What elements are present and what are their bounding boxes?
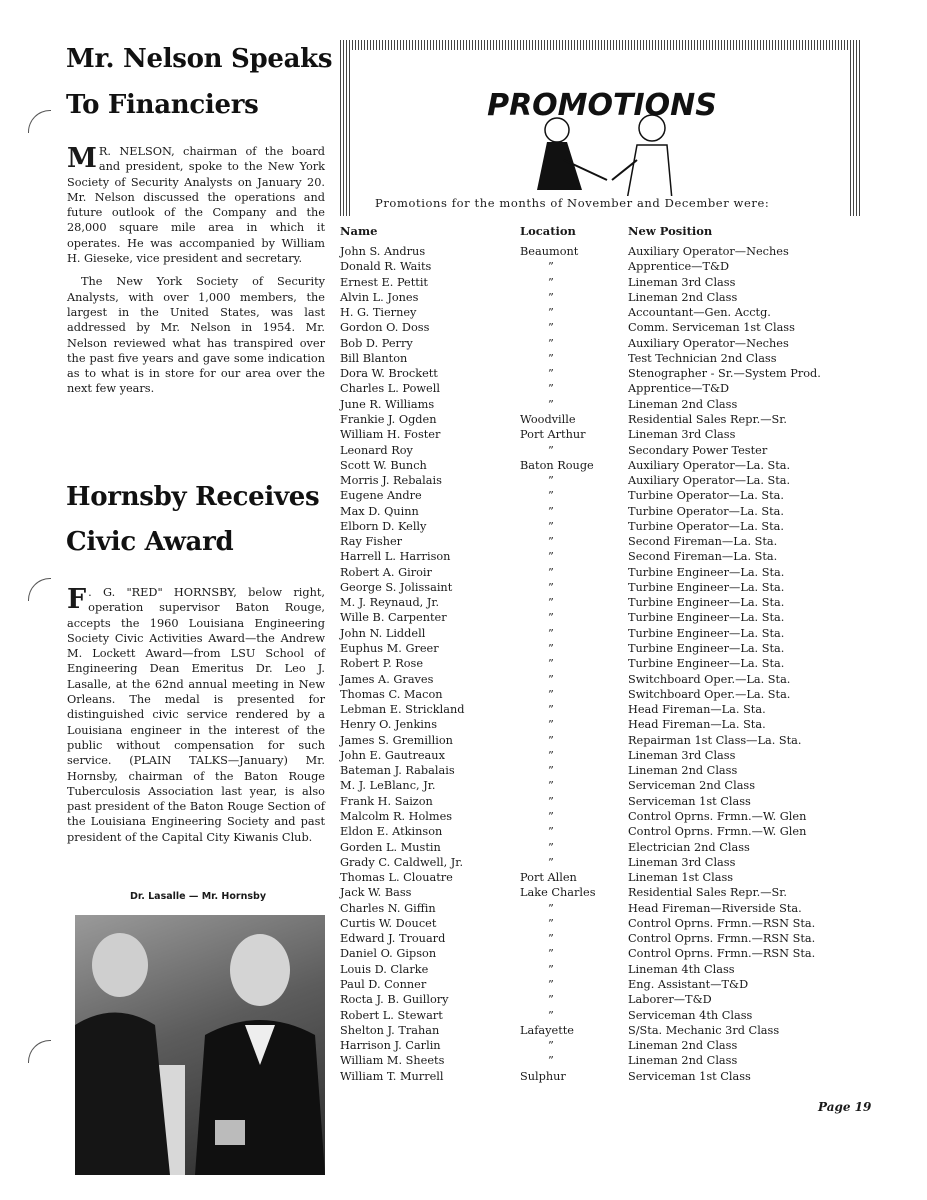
employee-name: Henry O. Jenkins bbox=[340, 718, 437, 732]
location: ” bbox=[548, 901, 554, 915]
employee-name: Charles N. Giffin bbox=[340, 901, 436, 915]
new-position: Switchboard Oper.—La. Sta. bbox=[628, 687, 791, 701]
employee-name: Thomas L. Clouatre bbox=[340, 871, 453, 885]
new-position: S/Sta. Mechanic 3rd Class bbox=[628, 1023, 780, 1037]
employee-name: Eldon E. Atkinson bbox=[340, 825, 443, 839]
location: ” bbox=[548, 809, 554, 823]
new-position: Turbine Engineer—La. Sta. bbox=[628, 657, 785, 671]
article-title: Hornsby Receives bbox=[66, 482, 320, 512]
photo-caption: Dr. Lasalle — Mr. Hornsby bbox=[130, 891, 267, 902]
new-position: Comm. Serviceman 1st Class bbox=[628, 321, 795, 335]
employee-name: Euphus M. Greer bbox=[340, 642, 439, 656]
new-position: Auxiliary Operator—Neches bbox=[628, 336, 789, 350]
location: ” bbox=[548, 840, 554, 854]
paragraph: . G. "RED" HORNSBY, below right, operation supervisor Baton Rouge, accepts the 1960 Louisiana Engineering Society Civic Activities Award—the Andrew M. Lockett Award—from LSU School of Engineering Dean Emeritus Dr. Leo J. Lasalle, at the 62nd annual meeting in New Orleans. The medal is presented for distinguished civic service rendered by a Louisiana engineer in the interest of the public without compensation for such service. (PLAIN TALKS—January) Mr. Hornsby, chairman of the Baton Rouge Tuberculosis Association last year, is also past president of the Baton Rouge Section of the Louisiana Engineering Society and past president of the Capital City Kiwanis Club. bbox=[67, 586, 325, 844]
location: Lafayette bbox=[520, 1023, 574, 1037]
article-title: Civic Award bbox=[66, 527, 234, 557]
new-position: Head Fireman—La. Sta. bbox=[628, 703, 766, 717]
location: ” bbox=[548, 275, 554, 289]
location: Woodville bbox=[520, 412, 576, 426]
new-position: Eng. Assistant—T&D bbox=[628, 977, 749, 991]
location: ” bbox=[548, 367, 554, 381]
new-position: Turbine Operator—La. Sta. bbox=[628, 504, 784, 518]
location: ” bbox=[548, 733, 554, 747]
location: Lake Charles bbox=[520, 886, 596, 900]
new-position: Turbine Engineer—La. Sta. bbox=[628, 626, 785, 640]
location: ” bbox=[548, 596, 554, 610]
employee-name: Shelton J. Trahan bbox=[340, 1023, 440, 1037]
location: ” bbox=[548, 1054, 554, 1068]
article-body bbox=[67, 585, 325, 853]
new-position: Turbine Operator—La. Sta. bbox=[628, 489, 784, 503]
binder-hole bbox=[28, 578, 51, 601]
new-position: Control Oprns. Frmn.—RSN Sta. bbox=[628, 947, 816, 961]
location: ” bbox=[548, 703, 554, 717]
employee-name: Curtis W. Doucet bbox=[340, 916, 437, 930]
new-position: Lineman 2nd Class bbox=[628, 290, 738, 304]
new-position: Serviceman 4th Class bbox=[628, 1008, 753, 1022]
new-position: Control Oprns. Frmn.—RSN Sta. bbox=[628, 916, 816, 930]
employee-name: Robert A. Giroir bbox=[340, 565, 432, 579]
new-position: Repairman 1st Class—La. Sta. bbox=[628, 733, 802, 747]
new-position: Control Oprns. Frmn.—W. Glen bbox=[628, 809, 807, 823]
paragraph: The New York Society of Security Analysts, with over 1,000 members, the largest in the United States, was last addressed by Mr. Nelson in 1954. Mr. Nelson reviewed what has transpired over the past five years and gave some indication as to what is in store for our area over the next few years. bbox=[67, 275, 325, 396]
employee-name: Edward J. Trouard bbox=[340, 932, 446, 946]
location: Port Arthur bbox=[520, 428, 586, 442]
new-position: Apprentice—T&D bbox=[628, 382, 730, 396]
new-position: Head Fireman—Riverside Sta. bbox=[628, 901, 802, 915]
new-position: Accountant—Gen. Acctg. bbox=[628, 306, 771, 320]
employee-name: Charles L. Powell bbox=[340, 382, 440, 396]
new-position: Secondary Power Tester bbox=[628, 443, 768, 457]
new-position: Control Oprns. Frmn.—RSN Sta. bbox=[628, 932, 816, 946]
employee-name: M. J. Reynaud, Jr. bbox=[340, 596, 440, 610]
new-position: Serviceman 1st Class bbox=[628, 1069, 751, 1083]
location: ” bbox=[548, 306, 554, 320]
article-body bbox=[67, 144, 325, 405]
location: ” bbox=[548, 642, 554, 656]
employee-name: Dora W. Brockett bbox=[340, 367, 438, 381]
location: Port Allen bbox=[520, 871, 577, 885]
promotions-banner bbox=[340, 40, 862, 216]
location: ” bbox=[548, 504, 554, 518]
location: Baton Rouge bbox=[520, 458, 594, 472]
employee-name: Wille B. Carpenter bbox=[340, 611, 447, 625]
location: ” bbox=[548, 382, 554, 396]
employee-name: June R. Williams bbox=[340, 397, 435, 411]
location: ” bbox=[548, 321, 554, 335]
employee-name: Ernest E. Pettit bbox=[340, 275, 428, 289]
location: ” bbox=[548, 519, 554, 533]
new-position: Stenographer - Sr.—System Prod. bbox=[628, 367, 821, 381]
employee-name: M. J. LeBlanc, Jr. bbox=[340, 779, 436, 793]
location: ” bbox=[548, 535, 554, 549]
location: ” bbox=[548, 855, 554, 869]
location: ” bbox=[548, 474, 554, 488]
employee-name: Robert P. Rose bbox=[340, 657, 424, 671]
new-position: Auxiliary Operator—La. Sta. bbox=[628, 474, 791, 488]
location: Sulphur bbox=[520, 1069, 566, 1083]
new-position: Lineman 2nd Class bbox=[628, 1039, 738, 1053]
new-position: Turbine Engineer—La. Sta. bbox=[628, 596, 785, 610]
location: ” bbox=[548, 718, 554, 732]
new-position: Auxiliary Operator—La. Sta. bbox=[628, 458, 791, 472]
employee-name: Max D. Quinn bbox=[340, 504, 419, 518]
column-header-name: Name bbox=[340, 224, 378, 238]
employee-name: Bateman J. Rabalais bbox=[340, 764, 455, 778]
employee-name: Bob D. Perry bbox=[340, 336, 413, 350]
paragraph: R. NELSON, chairman of the board and president, spoke to the New York Society of Security Analysts on January 20. Mr. Nelson discussed the operations and future outlook of the Company and the 28,000 square mile area in which it operates. He was accompanied by William H. Gieseke, vice president and secretary. bbox=[67, 145, 325, 266]
new-position: Second Fireman—La. Sta. bbox=[628, 550, 778, 564]
employee-name: Scott W. Bunch bbox=[340, 458, 427, 472]
location: ” bbox=[548, 825, 554, 839]
new-position: Serviceman 2nd Class bbox=[628, 779, 756, 793]
column-header-position: New Position bbox=[628, 224, 713, 238]
new-position: Turbine Operator—La. Sta. bbox=[628, 519, 784, 533]
new-position: Turbine Engineer—La. Sta. bbox=[628, 580, 785, 594]
location: ” bbox=[548, 260, 554, 274]
location: ” bbox=[548, 916, 554, 930]
employee-name: Louis D. Clarke bbox=[340, 962, 429, 976]
employee-name: Robert L. Stewart bbox=[340, 1008, 443, 1022]
new-position: Turbine Engineer—La. Sta. bbox=[628, 611, 785, 625]
new-position: Lineman 2nd Class bbox=[628, 397, 738, 411]
page-number: Page 19 bbox=[818, 1100, 872, 1114]
employee-name: Harrison J. Carlin bbox=[340, 1039, 441, 1053]
employee-name: Lebman E. Strickland bbox=[340, 703, 465, 717]
new-position: Residential Sales Repr.—Sr. bbox=[628, 412, 788, 426]
employee-name: James S. Gremillion bbox=[340, 733, 453, 747]
employee-name: Grady C. Caldwell, Jr. bbox=[340, 855, 464, 869]
employee-name: Paul D. Conner bbox=[340, 977, 427, 991]
location: ” bbox=[548, 977, 554, 991]
location: ” bbox=[548, 947, 554, 961]
new-position: Lineman 4th Class bbox=[628, 962, 735, 976]
employee-name: Bill Blanton bbox=[340, 351, 408, 365]
location: ” bbox=[548, 550, 554, 564]
location: ” bbox=[548, 748, 554, 762]
location: ” bbox=[548, 687, 554, 701]
column-header-location: Location bbox=[520, 224, 576, 238]
location: ” bbox=[548, 1039, 554, 1053]
new-position: Lineman 3rd Class bbox=[628, 275, 736, 289]
new-position: Switchboard Oper.—La. Sta. bbox=[628, 672, 791, 686]
new-position: Laborer—T&D bbox=[628, 993, 712, 1007]
location: ” bbox=[548, 351, 554, 365]
drop-cap: M bbox=[67, 143, 97, 174]
new-position: Lineman 3rd Class bbox=[628, 855, 736, 869]
employee-name: James A. Graves bbox=[340, 672, 434, 686]
employee-name: Donald R. Waits bbox=[340, 260, 432, 274]
promotions-intro: Promotions for the months of November and December were: bbox=[372, 196, 772, 210]
location: ” bbox=[548, 672, 554, 686]
location: Beaumont bbox=[520, 245, 579, 258]
new-position: Residential Sales Repr.—Sr. bbox=[628, 886, 788, 900]
location: ” bbox=[548, 764, 554, 778]
article-title: To Financiers bbox=[66, 90, 259, 120]
location: ” bbox=[548, 611, 554, 625]
new-position: Lineman 1st Class bbox=[628, 871, 734, 885]
location: ” bbox=[548, 993, 554, 1007]
location: ” bbox=[548, 794, 554, 808]
employee-name: Alvin L. Jones bbox=[340, 290, 419, 304]
article-title: Mr. Nelson Speaks bbox=[66, 44, 333, 74]
location: ” bbox=[548, 932, 554, 946]
new-position: Lineman 2nd Class bbox=[628, 764, 738, 778]
employee-name: Eugene Andre bbox=[340, 489, 422, 503]
employee-name: Gordon O. Doss bbox=[340, 321, 430, 335]
new-position: Electrician 2nd Class bbox=[628, 840, 750, 854]
location: ” bbox=[548, 397, 554, 411]
employee-name: Frank H. Saizon bbox=[340, 794, 433, 808]
employee-name: Rocta J. B. Guillory bbox=[340, 993, 449, 1007]
employee-name: George S. Jolissaint bbox=[340, 580, 453, 594]
new-position: Lineman 2nd Class bbox=[628, 1054, 738, 1068]
new-position: Turbine Engineer—La. Sta. bbox=[628, 642, 785, 656]
employee-name: Elborn D. Kelly bbox=[340, 519, 427, 533]
promotions-logo: PROMOTIONS bbox=[487, 88, 717, 123]
drop-cap: F bbox=[67, 584, 87, 615]
location: ” bbox=[548, 962, 554, 976]
location: ” bbox=[548, 1008, 554, 1022]
new-position: Turbine Engineer—La. Sta. bbox=[628, 565, 785, 579]
location: ” bbox=[548, 580, 554, 594]
location: ” bbox=[548, 779, 554, 793]
employee-name: Thomas C. Macon bbox=[340, 687, 443, 701]
employee-name: John E. Gautreaux bbox=[340, 748, 445, 762]
location: ” bbox=[548, 290, 554, 304]
employee-name: William M. Sheets bbox=[340, 1054, 445, 1068]
location: ” bbox=[548, 657, 554, 671]
new-position: Lineman 3rd Class bbox=[628, 748, 736, 762]
location: ” bbox=[548, 489, 554, 503]
location: ” bbox=[548, 443, 554, 457]
location: ” bbox=[548, 626, 554, 640]
employee-name: John S. Andrus bbox=[340, 245, 426, 258]
employee-name: William T. Murrell bbox=[340, 1069, 444, 1083]
employee-name: H. G. Tierney bbox=[340, 306, 417, 320]
binder-hole bbox=[28, 110, 51, 133]
location: ” bbox=[548, 565, 554, 579]
location: ” bbox=[548, 336, 554, 350]
new-position: Test Technician 2nd Class bbox=[628, 351, 777, 365]
award-photo bbox=[75, 915, 325, 1175]
new-position: Apprentice—T&D bbox=[628, 260, 730, 274]
new-position: Lineman 3rd Class bbox=[628, 428, 736, 442]
binder-hole bbox=[28, 1040, 51, 1063]
new-position: Head Fireman—La. Sta. bbox=[628, 718, 766, 732]
employee-name: John N. Liddell bbox=[340, 626, 426, 640]
employee-name: Harrell L. Harrison bbox=[340, 550, 451, 564]
new-position: Control Oprns. Frmn.—W. Glen bbox=[628, 825, 807, 839]
employee-name: William H. Foster bbox=[340, 428, 441, 442]
new-position: Serviceman 1st Class bbox=[628, 794, 751, 808]
promotions-illustration bbox=[352, 50, 850, 216]
employee-name: Ray Fisher bbox=[340, 535, 403, 549]
employee-name: Jack W. Bass bbox=[340, 886, 412, 900]
employee-name: Daniel O. Gipson bbox=[340, 947, 437, 961]
employee-name: Gorden L. Mustin bbox=[340, 840, 441, 854]
employee-name: Leonard Roy bbox=[340, 443, 413, 457]
employee-name: Frankie J. Ogden bbox=[340, 412, 437, 426]
new-position: Second Fireman—La. Sta. bbox=[628, 535, 778, 549]
new-position: Auxiliary Operator—Neches bbox=[628, 245, 789, 258]
employee-name: Morris J. Rebalais bbox=[340, 474, 442, 488]
employee-name: Malcolm R. Holmes bbox=[340, 809, 453, 823]
